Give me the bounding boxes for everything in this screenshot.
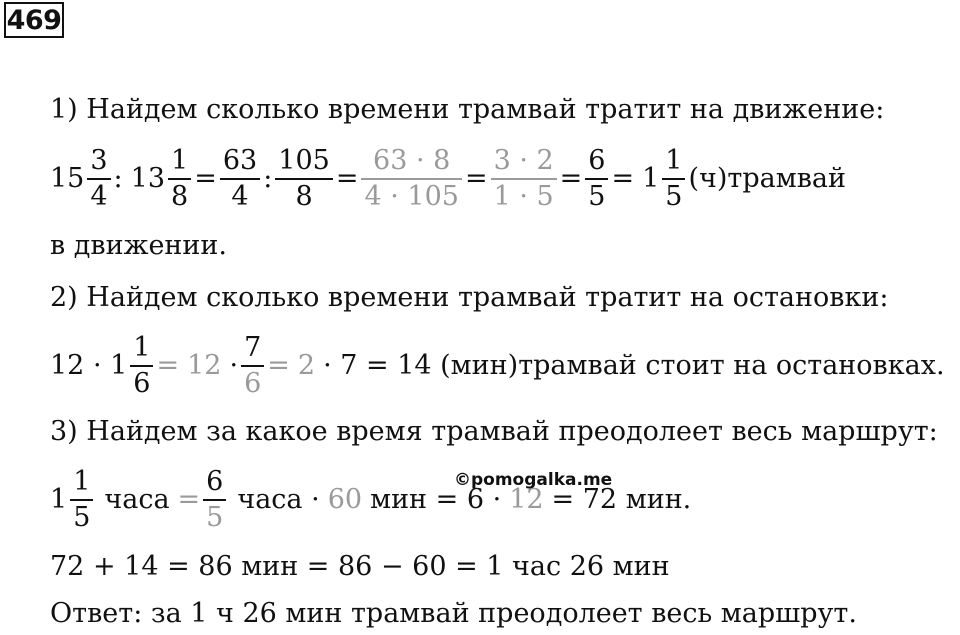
- equals: =: [611, 163, 635, 195]
- calc2-gray1: 12: [187, 350, 222, 382]
- calc3-mid: мин = 6 ·: [370, 484, 502, 516]
- frac-den: 6: [244, 367, 262, 399]
- frac-num: 1: [171, 145, 189, 176]
- calc4-line: 72 + 14 = 86 мин = 86 − 60 = 1 час 26 мин: [50, 551, 670, 582]
- calc3-frac2: [203, 467, 226, 532]
- frac-den: 1 · 5: [493, 180, 554, 212]
- equals: =: [156, 350, 180, 382]
- frac-num: 105: [278, 145, 330, 176]
- calc2-frac2: [241, 333, 264, 398]
- calc2-frac1: [130, 333, 153, 398]
- frac-num: 63 · 8: [373, 145, 451, 176]
- calc3-unit2: часа ·: [237, 484, 320, 516]
- frac-num: 3: [90, 145, 108, 176]
- frac-den: 8: [171, 180, 189, 212]
- step1-text: 1) Найдем сколько времени трамвай тратит на движение:: [50, 94, 885, 125]
- equals: =: [177, 484, 201, 516]
- calc3-tail: = 72 мин.: [551, 484, 692, 516]
- frac-den: 4: [231, 180, 249, 212]
- frac-num: 1: [133, 332, 151, 363]
- frac-den: 5: [588, 180, 606, 212]
- frac-den: 8: [295, 180, 313, 212]
- calc2-line: [50, 333, 945, 398]
- frac-num: 6: [206, 466, 224, 497]
- calc2-tail: · 7 = 14 (мин)трамвай стоит на остановках.: [323, 350, 945, 382]
- calc1-frac4: [275, 146, 333, 211]
- equals: =: [559, 163, 583, 195]
- calc1-frac6: [491, 146, 557, 211]
- equals: =: [464, 163, 488, 195]
- calc2-start: 12 · 1: [50, 350, 128, 382]
- frac-den: 5: [206, 501, 224, 533]
- frac-num: 63: [222, 145, 258, 176]
- step3-text: 3) Найдем за какое время трамвай преодолеет весь маршрут:: [50, 416, 938, 447]
- frac-den: 6: [133, 367, 151, 399]
- calc1-frac5: [361, 146, 461, 211]
- calc3-unit1: часа: [104, 484, 170, 516]
- frac-num: 6: [588, 145, 606, 176]
- step2-text: 2) Найдем сколько времени трамвай тратит на остановки:: [50, 282, 889, 313]
- calc1-frac3: [220, 146, 260, 211]
- calc1-frac7: [585, 146, 608, 211]
- dot: ·: [229, 350, 239, 382]
- calc1-whole1: 15: [50, 163, 85, 195]
- problem-number: 469: [4, 2, 64, 38]
- frac-num: 1: [73, 466, 91, 497]
- calc1-frac1: [87, 146, 110, 211]
- frac-num: 1: [665, 145, 683, 176]
- calc1-frac8: [662, 146, 685, 211]
- calc3-gray2: 12: [509, 484, 544, 516]
- calc3-line: [50, 467, 691, 532]
- calc1-tail: (ч)трамвай: [688, 163, 847, 195]
- calc1-whole8: 1: [642, 163, 660, 195]
- colon: :: [263, 163, 273, 195]
- calc3-frac1: [70, 467, 93, 532]
- calc1-whole2: 13: [130, 163, 166, 195]
- equals: =: [267, 350, 290, 382]
- calc2-gray2: 2: [297, 350, 316, 382]
- calc1-frac2: [168, 146, 191, 211]
- frac-den: 4 · 105: [364, 180, 459, 212]
- equals: =: [194, 163, 217, 195]
- calc3-gray1: 60: [327, 484, 363, 516]
- calc1-line: [50, 146, 846, 211]
- calc1-continuation: в движении.: [50, 230, 227, 261]
- frac-num: 3 · 2: [493, 145, 554, 176]
- watermark: ©pomogalka.me: [454, 470, 613, 490]
- equals: =: [335, 163, 359, 195]
- colon: :: [113, 163, 123, 195]
- frac-den: 4: [90, 180, 108, 212]
- frac-num: 7: [244, 332, 262, 363]
- frac-den: 5: [665, 180, 683, 212]
- frac-den: 5: [73, 501, 91, 533]
- calc3-whole: 1: [50, 484, 68, 516]
- answer-line: Ответ: за 1 ч 26 мин трамвай преодолеет весь маршрут.: [50, 598, 857, 629]
